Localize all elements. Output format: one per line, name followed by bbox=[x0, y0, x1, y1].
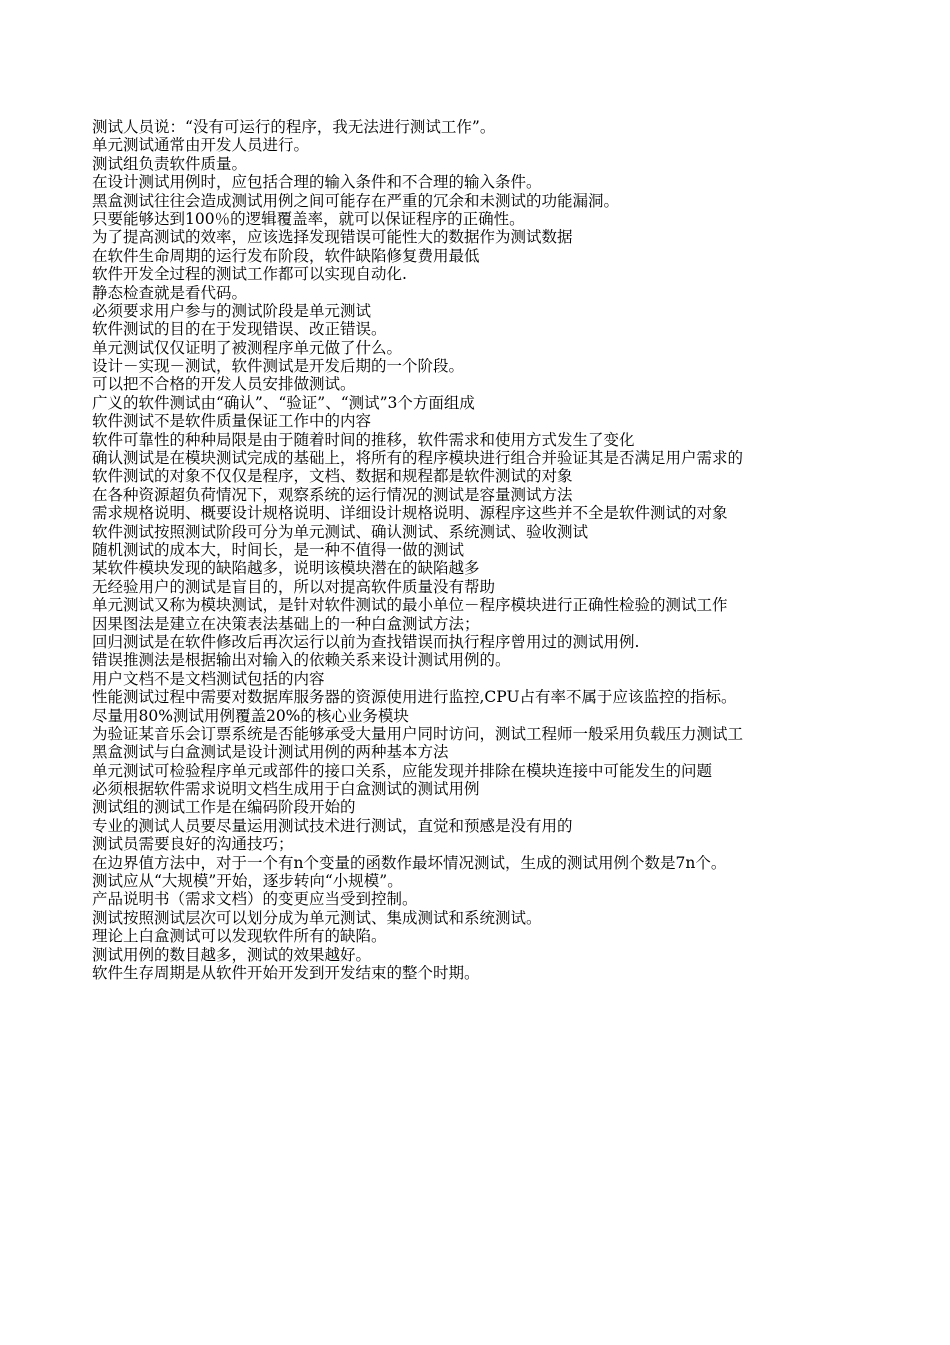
text-line: 理论上白盒测试可以发现软件所有的缺陷。 bbox=[92, 927, 387, 946]
text-line: 软件测试的对象不仅仅是程序，文档、数据和规程都是软件测试的对象 bbox=[92, 467, 573, 486]
text-line: 单元测试又称为模块测试，是针对软件测试的最小单位－程序模块进行正确性检验的测试工作 bbox=[92, 596, 728, 615]
text-line: 测试组的测试工作是在编码阶段开始的 bbox=[92, 798, 356, 817]
text-line: 广义的软件测试由“确认”、“验证”、“测试”3个方面组成 bbox=[92, 393, 475, 412]
text-line: 测试应从“大规模”开始，逐步转向“小规模”。 bbox=[92, 872, 403, 891]
text-line: 必须要求用户参与的测试阶段是单元测试 bbox=[92, 301, 372, 320]
text-line: 随机测试的成本大，时间长，是一种不值得一做的测试 bbox=[92, 540, 465, 559]
text-line: 软件可靠性的种种局限是由于随着时间的推移，软件需求和使用方式发生了变化 bbox=[92, 430, 635, 449]
text-line: 必须根据软件需求说明文档生成用于白盒测试的测试用例 bbox=[92, 780, 480, 799]
text-line: 用户文档不是文档测试包括的内容 bbox=[92, 669, 325, 688]
text-line: 只要能够达到100％的逻辑覆盖率，就可以保证程序的正确性。 bbox=[92, 209, 525, 228]
text-line: 软件生存周期是从软件开始开发到开发结束的整个时期。 bbox=[92, 963, 480, 982]
text-line: 测试人员说：“没有可运行的程序，我无法进行测试工作”。 bbox=[92, 118, 496, 136]
text-line: 为验证某音乐会订票系统是否能够承受大量用户同时访问，测试工程师一般采用负载压力测试工 bbox=[92, 724, 744, 743]
text-line: 在软件生命周期的运行发布阶段，软件缺陷修复费用最低 bbox=[92, 246, 480, 265]
text-line: 软件测试不是软件质量保证工作中的内容 bbox=[92, 412, 372, 431]
text-line: 单元测试仅仅证明了被测程序单元做了什么。 bbox=[92, 338, 403, 357]
text-line: 静态检查就是看代码。 bbox=[92, 283, 248, 302]
text-line: 单元测试可检验程序单元或部件的接口关系，应能发现并排除在模块连接中可能发生的问题 bbox=[92, 761, 713, 780]
text-line: 某软件模块发现的缺陷越多，说明该模块潜在的缺陷越多 bbox=[92, 559, 480, 578]
text-line: 需求规格说明、概要设计规格说明、详细设计规格说明、源程序这些并不全是软件测试的对象 bbox=[92, 504, 728, 523]
statement-list bbox=[92, 118, 912, 982]
text-line: 测试组负责软件质量。 bbox=[92, 154, 248, 173]
text-line: 回归测试是在软件修改后再次运行以前为查找错误而执行程序曾用过的测试用例. bbox=[92, 632, 640, 651]
text-line: 单元测试通常由开发人员进行。 bbox=[92, 136, 310, 155]
text-line: 测试按照测试层次可以划分成为单元测试、集成测试和系统测试。 bbox=[92, 908, 542, 927]
text-line: 因果图法是建立在决策表法基础上的一种白盒测试方法； bbox=[92, 614, 480, 633]
text-line: 错误推测法是根据输出对输入的依赖关系来设计测试用例的。 bbox=[92, 651, 511, 670]
text-line: 产品说明书（需求文档）的变更应当受到控制。 bbox=[92, 890, 418, 909]
text-line: 软件测试的目的在于发现错误、改正错误。 bbox=[92, 320, 387, 339]
text-line: 在各种资源超负荷情况下，观察系统的运行情况的测试是容量测试方法 bbox=[92, 485, 573, 504]
text-line: 软件测试按照测试阶段可分为单元测试、确认测试、系统测试、验收测试 bbox=[92, 522, 589, 541]
text-line: 无经验用户的测试是盲目的，所以对提高软件质量没有帮助 bbox=[92, 577, 496, 596]
text-line: 设计－实现－测试，软件测试是开发后期的一个阶段。 bbox=[92, 357, 465, 376]
text-line: 尽量用80%测试用例覆盖20%的核心业务模块 bbox=[92, 706, 409, 725]
text-line: 确认测试是在模块测试完成的基础上，将所有的程序模块进行组合并验证其是否满足用户需求的 bbox=[92, 449, 744, 468]
text-line: 在边界值方法中，对于一个有n个变量的函数作最坏情况测试，生成的测试用例个数是7n个。 bbox=[92, 853, 727, 872]
text-line: 测试用例的数目越多，测试的效果越好。 bbox=[92, 945, 372, 964]
text-line: 性能测试过程中需要对数据库服务器的资源使用进行监控,CPU占有率不属于应该监控的指标。 bbox=[92, 688, 737, 707]
text-line: 为了提高测试的效率，应该选择发现错误可能性大的数据作为测试数据 bbox=[92, 228, 573, 247]
text-line: 测试员需要良好的沟通技巧； bbox=[92, 835, 294, 854]
text-line: 可以把不合格的开发人员安排做测试。 bbox=[92, 375, 356, 394]
text-line: 软件开发全过程的测试工作都可以实现自动化. bbox=[92, 265, 407, 284]
text-line: 黑盒测试往往会造成测试用例之间可能存在严重的冗余和未测试的功能漏洞。 bbox=[92, 191, 620, 210]
text-line: 专业的测试人员要尽量运用测试技术进行测试，直觉和预感是没有用的 bbox=[92, 816, 573, 835]
text-line: 在设计测试用例时，应包括合理的输入条件和不合理的输入条件。 bbox=[92, 173, 542, 192]
text-line: 黑盒测试与白盒测试是设计测试用例的两种基本方法 bbox=[92, 743, 449, 762]
